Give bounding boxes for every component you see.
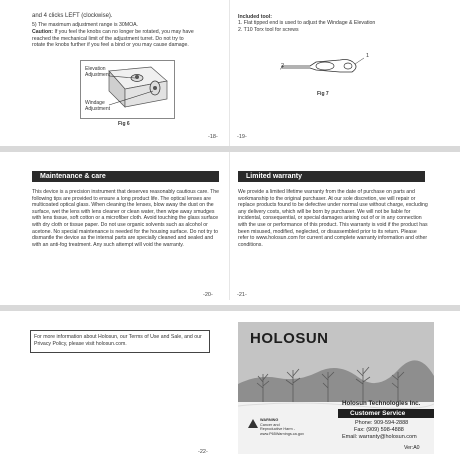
maintenance-paragraph: This device is a precision instrument that deserves reasonably cautious care. The following tips are provided to ensure a long product life. The optical lenses are multicoated optical glass. When cleaning the lenses, blow away the dust on the surface, wet the lens with lens cleaner or clean water, then wipe away smudges with lens tissue, soft cotton or a microfiber cloth. Avoid touching the glass surface with dry cloth or tissue paper. Do not use organic solvents such as alcohol or acetone. No special maintenance is needed for the housing surface. Do not try to dismantle the device as the internal parts are specially cleaned and sealed and with an anti-fog treatment. Any such attempt will void the warranty.: [32, 189, 220, 248]
fig-6-caption: Fig 6: [118, 121, 130, 127]
maintenance-heading: Maintenance & care: [40, 173, 106, 180]
tool-item-1: 1. Flat tipped end is used to adjust the Windage & Elevation: [238, 20, 376, 26]
p18-caution: [32, 29, 222, 49]
caution-text-2: reached the mechanical limit of the adjustment turret. Do not try to: [32, 35, 184, 42]
page-gutter-middle: [229, 152, 230, 300]
warning-line-2: Reproductive Harm -: [260, 427, 296, 432]
info-text: For more information about Holosun, our Terms of Use and Sale, and our Privacy Policy, please visit holosun.com.: [34, 334, 202, 347]
customer-service-bar: [338, 409, 434, 418]
fax-text: Fax: (909) 598-4888: [354, 427, 404, 433]
figure-6-box: [80, 60, 175, 119]
warning-title: WARNING: [260, 418, 279, 422]
page-gutter-top: [229, 0, 230, 146]
warranty-heading: Limited warranty: [246, 173, 303, 180]
tool-heading: Included tool:: [238, 14, 273, 20]
back-cover: [238, 322, 434, 454]
spread-divider-2: [0, 305, 460, 311]
logo-text: HOLOSUN: [250, 330, 329, 347]
email-text: Email: warranty@holosun.com: [342, 434, 417, 440]
page-number-19: -19-: [237, 134, 247, 140]
caution-text-1: If you feel the knobs can no longer be rotated, you may have: [53, 29, 194, 35]
fig-7-caption: Fig 7: [317, 91, 329, 97]
company-name: Holosun Technologies Inc.: [342, 400, 421, 407]
callout-2: 2: [281, 63, 285, 69]
warning-block: [260, 418, 304, 436]
maintenance-header: [32, 171, 219, 182]
page-number-18: -18-: [208, 134, 218, 140]
page-number-21: -21-: [237, 292, 247, 298]
callout-1: 1: [366, 53, 370, 59]
p18-line1: and 4 clicks LEFT (clockwise).: [32, 13, 113, 19]
warning-line-1: Cancer and: [260, 422, 280, 427]
adjustment-tool-illustration: [280, 52, 370, 82]
tool-item-2: 2. T10 Torx tool for screws: [238, 27, 299, 33]
holosun-logo: [250, 330, 329, 347]
windage-label: Windage Adjustment: [85, 100, 111, 112]
version-text: Ver:A0: [404, 445, 420, 451]
warranty-paragraph: We provide a limited lifetime warranty from the date of purchase on parts and workmanship to the original purchaser. At our sole discretion, we will repair or replace products found to be defective under normal use without charge, excluding any delivery costs, which will be born by purchaser. We will not be liable for incidental, consequential, or special damages arising out of or in any connection with the use or performance of this product. This warranty is void if the product has been misused, modified, neglected, or disassembled prior to its return. Please refer to www.holosun.com for current and complete warranty information and other conditions.: [238, 189, 428, 248]
page-number-22: -22-: [198, 449, 208, 455]
caution-text-3: rotate the knobs further if you feel a bind or you may cause damage.: [32, 42, 189, 49]
caution-label: Caution:: [32, 29, 54, 35]
warning-icon: [248, 419, 258, 428]
phone-text: Phone: 909-594-2888: [355, 420, 409, 426]
spread-divider-1: [0, 146, 460, 152]
warranty-header: [238, 171, 425, 182]
page-number-20: -20-: [203, 292, 213, 298]
info-box: [30, 330, 210, 353]
elevation-label: Elevation Adjustment: [85, 66, 111, 78]
warning-line-3: www.P65Warnings.ca.gov: [260, 431, 304, 436]
customer-service-label: Customer Service: [350, 410, 406, 417]
p18-line2: 5) The maximum adjustment range is 30MOA.: [32, 22, 139, 28]
